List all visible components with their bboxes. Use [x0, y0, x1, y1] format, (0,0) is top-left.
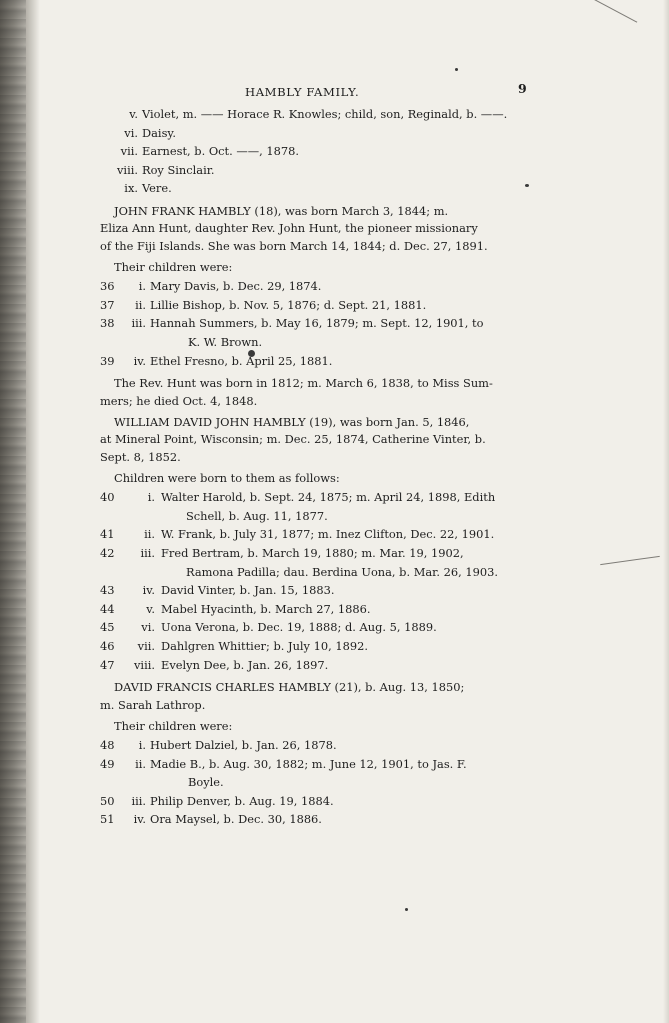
william-children-list — [100, 489, 530, 675]
children-intro: Children were born to them as follows: — [114, 471, 340, 486]
running-title: HAMBLY FAMILY. — [245, 85, 360, 99]
entry-number: 44 — [100, 601, 115, 616]
binding-texture — [0, 0, 26, 1023]
entry-number: 37 — [100, 297, 115, 312]
entry-text: Roy Sinclair. — [142, 162, 215, 177]
paragraph-line: The Rev. Hunt was born in 1812; m. March 6, 1838, to Miss Sum- — [114, 376, 493, 391]
entry-text: W. Frank, b. July 31, 1877; m. Inez Clifton, Dec. 22, 1901. — [161, 527, 495, 542]
list-item — [100, 278, 530, 297]
list-item — [100, 811, 530, 830]
list-item — [100, 526, 530, 545]
paragraph-line: WILLIAM DAVID JOHN HAMBLY (19), was born Jan. 5, 1846, — [114, 414, 470, 429]
list-item — [100, 353, 530, 372]
entry-text: Daisy. — [142, 125, 176, 140]
david-hambly-paragraph — [100, 679, 530, 714]
roman-numeral: i. — [138, 279, 146, 294]
entry-number: 39 — [100, 353, 115, 368]
list-item — [100, 489, 530, 508]
entry-text: Dahlgren Whittier; b. July 10, 1892. — [161, 638, 368, 653]
entry-text: Lillie Bishop, b. Nov. 5, 1876; d. Sept. 21, 1881. — [150, 297, 427, 312]
paragraph-line: of the Fiji Islands. She was born March 14, 1844; d. Dec. 27, 1891. — [100, 238, 488, 253]
list-item — [100, 638, 530, 657]
entry-number: 47 — [100, 657, 115, 672]
page-header — [100, 80, 530, 106]
william-hambly-paragraph — [100, 414, 530, 466]
list-item — [100, 582, 530, 601]
john-frank-hambly-paragraph — [100, 203, 530, 255]
scan-scratch — [600, 556, 660, 565]
paragraph-line: DAVID FRANCIS CHARLES HAMBLY (21), b. Aug. 13, 1850; — [114, 680, 465, 695]
list-item — [100, 601, 530, 620]
list-item — [100, 143, 530, 162]
children-intro: Their children were: — [114, 260, 233, 275]
entry-continuation: Ramona Padilla; dau. Berdina Uona, b. Mar. 26, 1903. — [186, 564, 498, 579]
roman-numeral: v. — [129, 107, 138, 121]
entry-text: Mabel Hyacinth, b. March 27, 1886. — [161, 601, 371, 616]
rev-hunt-note — [100, 375, 530, 410]
list-item — [100, 545, 530, 564]
book-page — [100, 80, 530, 830]
entry-continuation: Schell, b. Aug. 11, 1877. — [186, 508, 328, 523]
list-item — [100, 315, 530, 334]
entry-number: 36 — [100, 279, 115, 294]
roman-numeral: ii. — [135, 297, 146, 312]
entry-number: 48 — [100, 737, 115, 752]
list-item — [100, 657, 530, 676]
scan-speck — [405, 908, 408, 911]
list-item — [100, 756, 530, 775]
entry-text: Madie B., b. Aug. 30, 1882; m. June 12, 1901, to Jas. F. — [150, 756, 467, 771]
roman-numeral: iv. — [133, 353, 146, 368]
roman-numeral: ix. — [124, 181, 138, 196]
list-item-continuation — [100, 334, 530, 353]
scan-speck — [455, 68, 458, 71]
roman-numeral: vii. — [137, 638, 155, 653]
roman-numeral: iii. — [131, 793, 146, 808]
list-item-continuation — [100, 774, 530, 793]
scan-scratch — [593, 0, 638, 23]
list-item — [100, 737, 530, 756]
list-item — [100, 793, 530, 812]
entry-continuation: Boyle. — [188, 775, 224, 790]
page-number: 9 — [518, 81, 527, 96]
entry-number: 40 — [100, 490, 115, 505]
entry-number: 50 — [100, 793, 115, 808]
entry-text: Violet, m. —— Horace R. Knowles; child, son, Reginald, b. ——. — [142, 107, 508, 121]
roman-numeral: ii. — [135, 756, 146, 771]
entry-text: Vere. — [142, 181, 172, 196]
roman-numeral: v. — [146, 601, 155, 616]
roman-numeral: iii. — [131, 316, 146, 331]
paragraph-line: mers; he died Oct. 4, 1848. — [100, 393, 258, 408]
roman-numeral: viii. — [117, 162, 138, 177]
list-item — [100, 162, 530, 181]
roman-numeral: iii. — [140, 545, 155, 560]
list-item — [100, 297, 530, 316]
david-children-list — [100, 737, 530, 830]
entry-number: 45 — [100, 620, 115, 635]
list-item — [100, 106, 530, 125]
entry-number: 49 — [100, 756, 115, 771]
roman-numeral: ii. — [144, 527, 155, 542]
roman-numeral: vii. — [120, 144, 138, 159]
list-item — [100, 125, 530, 144]
entry-number: 51 — [100, 812, 115, 827]
entry-continuation: K. W. Brown. — [188, 334, 263, 349]
paragraph-line: m. Sarah Lathrop. — [100, 697, 206, 712]
entry-number: 46 — [100, 638, 115, 653]
entry-number: 43 — [100, 583, 115, 598]
entry-text: Hubert Dalziel, b. Jan. 26, 1878. — [150, 737, 337, 752]
entry-number: 41 — [100, 527, 115, 542]
entry-text: Fred Bertram, b. March 19, 1880; m. Mar. 19, 1902, — [161, 545, 464, 560]
roman-numeral: i. — [138, 737, 146, 752]
list-item — [100, 619, 530, 638]
paragraph-line: at Mineral Point, Wisconsin; m. Dec. 25, 1874, Catherine Vinter, b. — [100, 432, 486, 447]
entry-text: Hannah Summers, b. May 16, 1879; m. Sept. 12, 1901, to — [150, 316, 484, 331]
children-intro: Their children were: — [114, 718, 233, 733]
roman-numeral: i. — [147, 490, 155, 505]
entry-text: Evelyn Dee, b. Jan. 26, 1897. — [161, 657, 329, 672]
roman-numeral: viii. — [134, 657, 155, 672]
roman-numeral: vi. — [124, 125, 138, 140]
roman-numeral: iv. — [133, 812, 146, 827]
entry-text: Uona Verona, b. Dec. 19, 1888; d. Aug. 5, 1889. — [161, 620, 437, 635]
roman-numeral: iv. — [142, 583, 155, 598]
entry-text: Ethel Fresno, b. April 25, 1881. — [150, 353, 333, 368]
entry-text: Ora Maysel, b. Dec. 30, 1886. — [150, 812, 322, 827]
list-item-continuation — [100, 508, 530, 527]
list-item-continuation — [100, 564, 530, 583]
paragraph-line: JOHN FRANK HAMBLY (18), was born March 3, 1844; m. — [114, 203, 449, 218]
roman-numeral: vi. — [141, 620, 155, 635]
paragraph-line: Sept. 8, 1852. — [100, 449, 181, 464]
entry-text: Earnest, b. Oct. ——, 1878. — [142, 144, 299, 159]
entry-text: Walter Harold, b. Sept. 24, 1875; m. April 24, 1898, Edith — [161, 490, 496, 505]
page-edge — [663, 0, 669, 1023]
entry-number: 38 — [100, 316, 115, 331]
entry-text: Mary Davis, b. Dec. 29, 1874. — [150, 279, 322, 294]
paragraph-line: Eliza Ann Hunt, daughter Rev. John Hunt, the pioneer missionary — [100, 221, 478, 236]
entry-number: 42 — [100, 545, 115, 560]
john-children-list — [100, 278, 530, 371]
list-item — [100, 180, 530, 199]
entry-text: David Vinter, b. Jan. 15, 1883. — [161, 583, 335, 598]
previous-family-children — [100, 106, 530, 199]
entry-text: Philip Denver, b. Aug. 19, 1884. — [150, 793, 334, 808]
